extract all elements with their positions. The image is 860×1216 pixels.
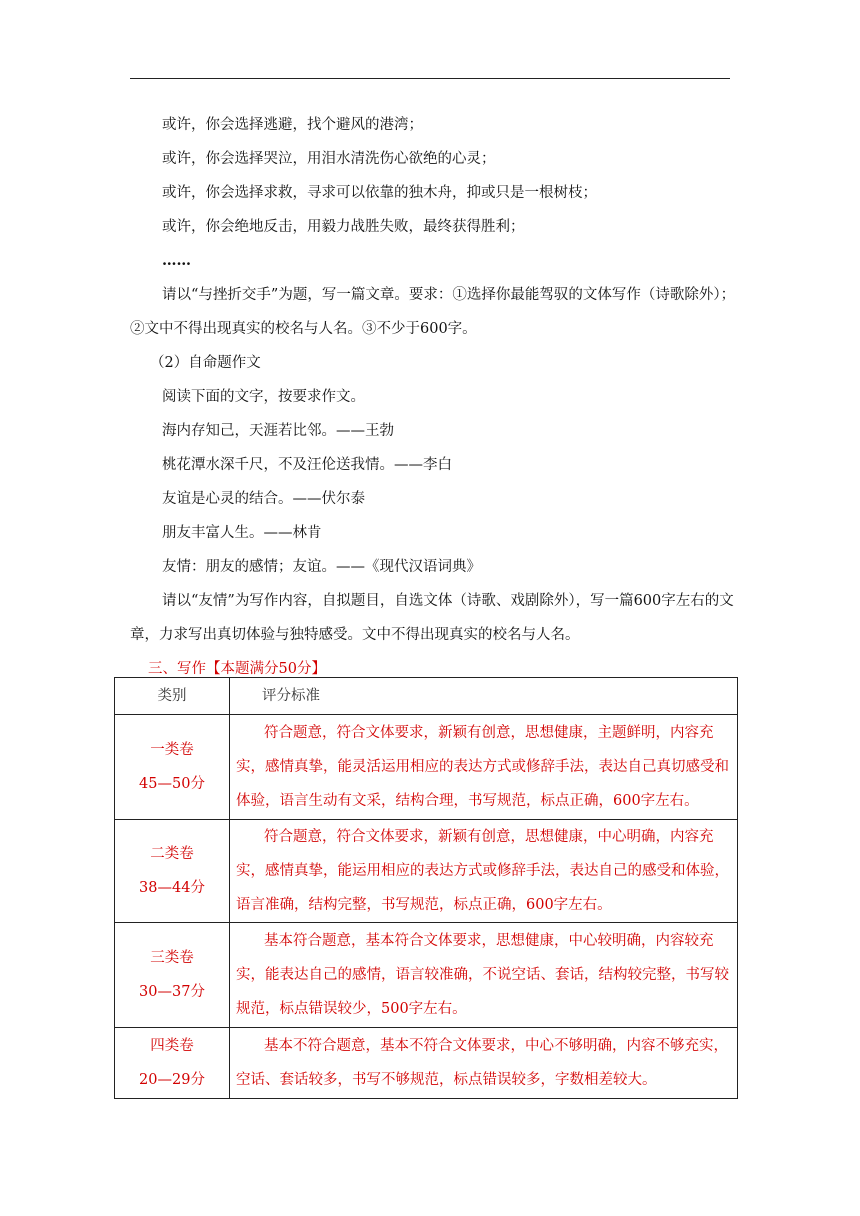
criteria-cell <box>230 715 738 820</box>
prompt-line: 或许，你会绝地反击，用毅力战胜失败，最终获得胜利； <box>162 219 525 235</box>
criteria-cell <box>230 820 738 923</box>
category-score: 30—37分 <box>139 984 205 1000</box>
category-cell <box>115 820 230 923</box>
task1-instruction: 请以“与挫折交手”为题，写一篇文章。要求：①选择你最能驾驭的文体写作（诗歌除外）；②文中不得出现真实的校名与人名。③不少于600字。 <box>130 287 736 337</box>
category-name: 二类卷 <box>150 846 194 862</box>
criteria-text: 符合题意，符合文体要求，新颖有创意，思想健康，主题鲜明，内容充实，感情真挚，能灵活运用相应的表达方式或修辞手法，表达自己真切感受和体验，语言生动有文采，结构合理，书写规范，标点正确，600字左右。 <box>236 725 729 809</box>
quote-line: 友情：朋友的感情；友谊。——《现代汉语词典》 <box>162 559 481 575</box>
category-score: 38—44分 <box>139 880 205 896</box>
category-score: 45—50分 <box>139 776 205 792</box>
quote-line: 友谊是心灵的结合。——伏尔泰 <box>162 491 365 507</box>
header-category: 类别 <box>115 678 230 715</box>
grading-table <box>114 677 738 1099</box>
category-name: 三类卷 <box>150 950 194 966</box>
criteria-cell <box>230 1028 738 1099</box>
table-row <box>115 715 738 820</box>
category-cell <box>115 715 230 820</box>
table-row <box>115 820 738 923</box>
table-row <box>115 923 738 1028</box>
criteria-text: 基本符合题意，基本符合文体要求，思想健康，中心较明确，内容较充实，能表达自己的感情，语言较准确，不说空话、套话，结构较完整，书写较规范，标点错误较少，500字左右。 <box>236 933 729 1017</box>
criteria-text: 基本不符合题意，基本不符合文体要求，中心不够明确，内容不够充实，空话、套话较多，书写不够规范，标点错误较多，字数相差较大。 <box>236 1038 728 1088</box>
category-name: 四类卷 <box>150 1038 194 1054</box>
task2-instruction: 请以“友情”为写作内容，自拟题目，自选文体（诗歌、戏剧除外），写一篇600字左右的文章，力求写出真切体验与独特感受。文中不得出现真实的校名与人名。 <box>130 593 734 643</box>
prompt-line: 或许，你会选择哭泣，用泪水清洗伤心欲绝的心灵； <box>162 151 496 167</box>
prompt-line: 或许，你会选择求救，寻求可以依靠的独木舟，抑或只是一根树枝； <box>162 185 597 201</box>
category-score: 20—29分 <box>139 1072 205 1088</box>
category-cell <box>115 923 230 1028</box>
category-name: 一类卷 <box>150 742 194 758</box>
criteria-cell <box>230 923 738 1028</box>
prompt-ellipsis: …… <box>162 252 191 269</box>
table-header-row <box>115 678 738 715</box>
quote-line: 朋友丰富人生。——林肯 <box>162 525 322 541</box>
document-body <box>130 108 736 686</box>
section-heading: 三、写作【本题满分50分】 <box>148 661 326 677</box>
quote-line: 桃花潭水深千尺，不及汪伦送我情。——李白 <box>162 457 452 473</box>
category-cell <box>115 1028 230 1099</box>
table-row <box>115 1028 738 1099</box>
prompt-line: 或许，你会选择逃避，找个避风的港湾； <box>162 117 423 133</box>
task2-title: （2）自命题作文 <box>150 355 261 371</box>
header-rule <box>130 78 730 79</box>
criteria-text: 符合题意，符合文体要求，新颖有创意，思想健康，中心明确，内容充实，感情真挚，能运用相应的表达方式或修辞手法，表达自己的感受和体验，语言准确，结构完整，书写规范，标点正确，600字左右。 <box>236 829 729 913</box>
quote-line: 海内存知己，天涯若比邻。——王勃 <box>162 423 394 439</box>
task2-intro: 阅读下面的文字，按要求作文。 <box>162 389 365 405</box>
header-criteria: 评分标准 <box>230 678 738 715</box>
